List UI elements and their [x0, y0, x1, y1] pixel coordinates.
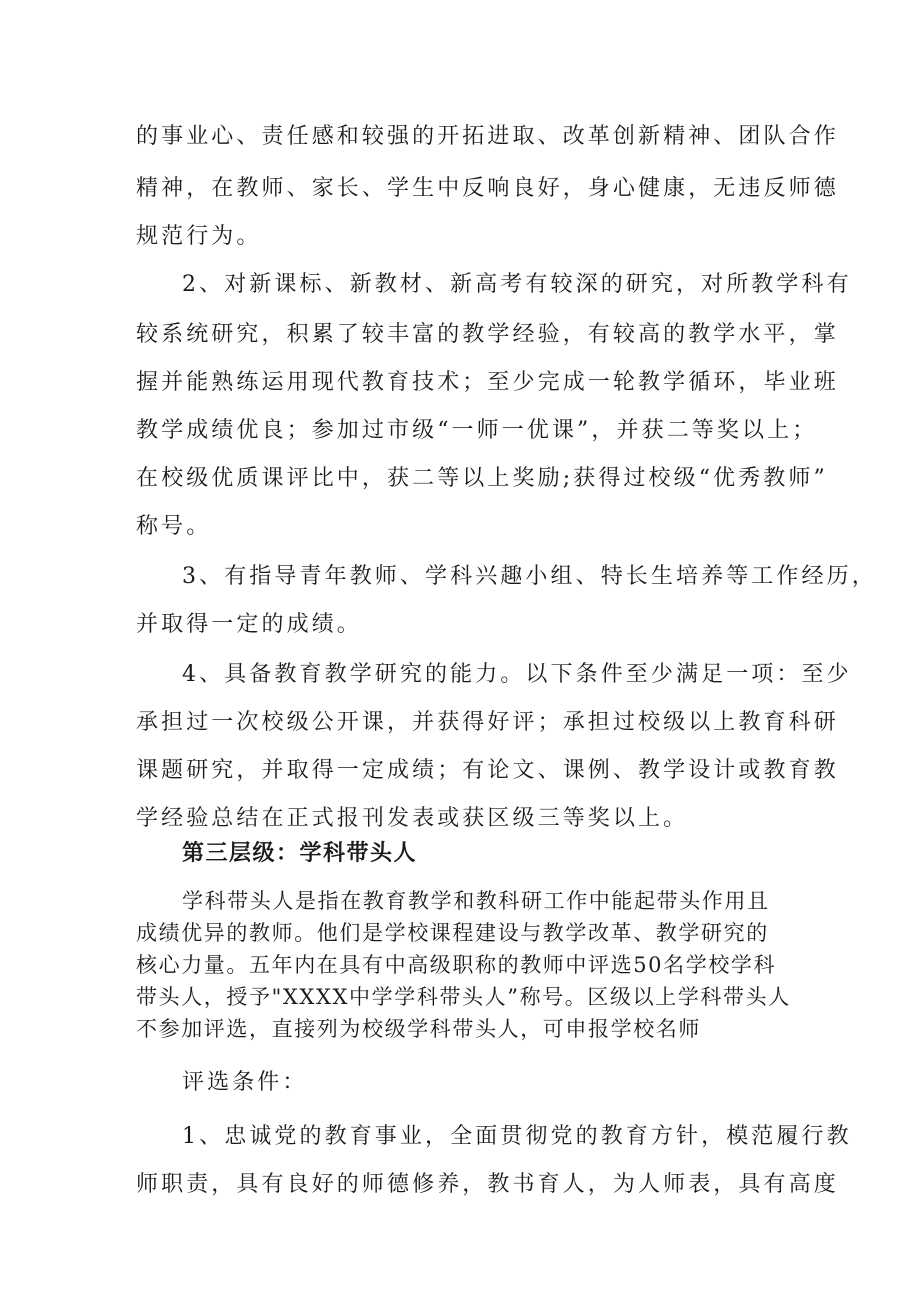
intro-line-1: 学科带头人是指在教育教学和教科研工作中能起带头作用且 — [182, 889, 770, 913]
section-heading: 第三层级：学科带头人 — [182, 840, 418, 866]
criteria-1-line-2: 师职责，具有良好的师德修养，教书育人，为人师表，具有高度 — [136, 1172, 839, 1197]
intro-line-2: 成绩优异的教师。他们是学校课程建设与教学改革、教学研究的 — [136, 921, 769, 945]
paragraph-1-line-2: 精神，在教师、家长、学生中反响良好，身心健康，无违反师德 — [136, 176, 839, 201]
paragraph-2-line-2: 较系统研究，积累了较丰富的教学经验，有较高的教学水平，掌 — [136, 322, 839, 347]
paragraph-2-line-5: 在校级优质课评比中，获二等以上奖励;获得过校级“优秀教师” — [136, 466, 828, 491]
paragraph-2-line-3: 握并能熟练运用现代教育技术；至少完成一轮教学循环，毕业班 — [136, 370, 839, 395]
paragraph-3-line-2: 并取得一定的成绩。 — [136, 612, 362, 637]
intro-line-4: 带头人，授予"XXXX中学学科带头人”称号。区级以上学科带头人 — [136, 985, 791, 1009]
paragraph-3-line-1: 3、有指导青年教师、学科兴趣小组、特长生培养等工作经历， — [182, 564, 877, 589]
intro-line-5: 不参加评选，直接列为校级学科带头人，可申报学校名师 — [136, 1017, 701, 1041]
paragraph-2-line-6: 称号。 — [136, 514, 212, 539]
paragraph-4-line-1: 4、具备教育教学研究的能力。以下条件至少满足一项：至少 — [182, 662, 852, 687]
paragraph-1-line-1: 的事业心、责任感和较强的开拓进取、改革创新精神、团队合作 — [136, 124, 839, 149]
criteria-label: 评选条件： — [182, 1070, 308, 1095]
criteria-1-line-1: 1、忠诚党的教育事业，全面贯彻党的教育方针，模范履行教 — [182, 1124, 852, 1149]
paragraph-4-line-2: 承担过一次校级公开课，并获得好评；承担过校级以上教育科研 — [136, 710, 839, 735]
paragraph-4-line-3: 课题研究，并取得一定成绩；有论文、课例、教学设计或教育教 — [136, 758, 839, 783]
paragraph-4-line-4: 学经验总结在正式报刊发表或获区级三等奖以上。 — [136, 806, 689, 831]
intro-line-3: 核心力量。五年内在具有中高级职称的教师中评选50名学校学科 — [136, 953, 777, 977]
paragraph-2-line-4: 教学成绩优良；参加过市级“一师一优课”，并获二等奖以上； — [136, 418, 818, 443]
paragraph-1-line-3: 规范行为。 — [136, 224, 262, 249]
paragraph-2-line-1: 2、对新课标、新教材、新高考有较深的研究，对所教学科有 — [182, 272, 852, 297]
